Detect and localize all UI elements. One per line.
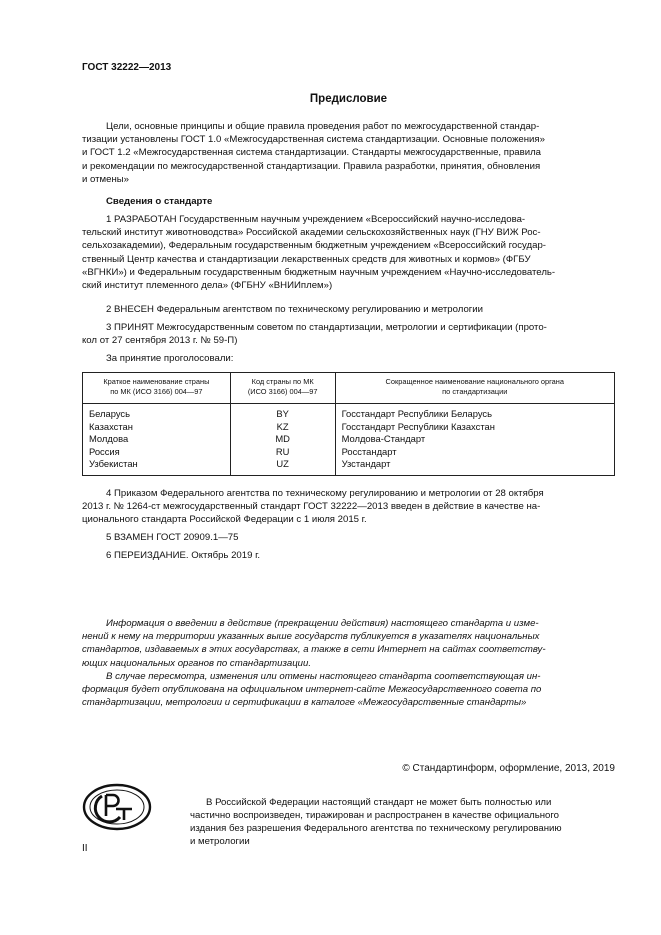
item-4-order: 4 Приказом Федерального агентства по техническому регулированию и метрологии от 28 октября 2013 г. № 1264-ст межгосударственный стандарт ГОСТ 32222—2013 введен в действие в качестве на- ционального стандарта Российской Федерации с 1 июля 2015 г.	[82, 488, 544, 526]
intro-text: Цели, основные принципы и общие правила проведения работ по межгосударственной стандар- тизации установлены ГОСТ 1.0 «Межгосударственная система стандартизации. Основные положения» и ГОСТ 1.2 «Межгосударственная система стандартизации. Стандарты межгосударственные, правила и рекомендации по межгосударственной стандартизации. Правила разработки, принятия, обновления и отмены»	[82, 121, 545, 185]
voting-table	[82, 372, 615, 476]
item-5-replaces: 5 ВЗАМЕН ГОСТ 20909.1—75	[106, 532, 239, 543]
info-paragraph-1: Информация о введении в действие (прекращении действия) настоящего стандарта и изме- нений к нему на территории указанных выше государств публикуется в указателях национальных стандартов, издаваемых в этих государствах, а также в сети Интернет на сайтах соответству- ющих национальных органов по стандартизации.	[82, 618, 546, 669]
code-column: BY KZ MD RU UZ	[230, 404, 335, 476]
document-id-header: ГОСТ 32222—2013	[82, 62, 172, 73]
item-2-introduced: 2 ВНЕСЕН Федеральным агентством по техническому регулированию и метрологии	[106, 304, 484, 315]
section-heading: Сведения о стандарте	[106, 196, 213, 207]
item-6-reissue: 6 ПЕРЕИЗДАНИЕ. Октябрь 2019 г.	[106, 550, 261, 561]
country-column: Беларусь Казахстан Молдова Россия Узбекистан	[83, 404, 231, 476]
item-1-developed: 1 РАЗРАБОТАН Государственным научным учреждением «Всероссийский научно-исследова- тельский институт животноводства» Российской академии сельскохозяйственных наук (ГНУ ВИЖ Рос- сельхозакадемии), Федеральным государственным бюджетным учреждением «Всероссийский государ- ственный Центр качества и стандартизации лекарственных средств для животных и кормов» (ФГБУ «ВГНКИ») и Федеральным государственным бюджетным научным учреждением «Научно-исследователь- ский институт племенного дела» (ФГБНУ «ВНИИплем»)	[82, 214, 556, 292]
info-paragraph-2: В случае пересмотра, изменения или отмены настоящего стандарта соответствующая ин- формация будет опубликована на официальном интернет-сайте Межгосударственного совета по стандартизации, метрологии и сертификации в каталоге «Межгосударственные стандарты»	[82, 671, 542, 709]
intro-paragraph	[82, 120, 615, 186]
header-body: Сокращенное наименование национального органа по стандартизации	[335, 373, 614, 404]
page-title: Предисловие	[309, 93, 388, 105]
reproduction-notice: В Российской Федерации настоящий стандарт не может быть полностью или частично воспроизведен, тиражирован и распространен в качестве официального издания без разрешения Федерального агентства по техническому регулированию и метрологии	[190, 796, 562, 848]
body-column: Госстандарт Республики Беларусь Госстандарт Республики Казахстан Молдова-Стандарт Росстандарт Узстандарт	[335, 404, 614, 476]
header-code: Код страны по МК (ИСО 3166) 004—97	[230, 373, 335, 404]
page-number: II	[82, 843, 88, 854]
table-header-row	[83, 373, 615, 404]
table-row	[83, 404, 615, 476]
header-country: Краткое наименование страны по МК (ИСО 3166) 004—97	[83, 373, 231, 404]
item-3-adopted: 3 ПРИНЯТ Межгосударственным советом по стандартизации, метрологии и сертификации (прото- кол от 27 сентября 2013 г. № 59-П)	[82, 322, 547, 347]
copyright-line: © Стандартинформ, оформление, 2013, 2019	[402, 763, 615, 774]
rst-certification-mark-icon	[82, 783, 152, 831]
voted-label: За принятие проголосовали:	[106, 353, 234, 364]
